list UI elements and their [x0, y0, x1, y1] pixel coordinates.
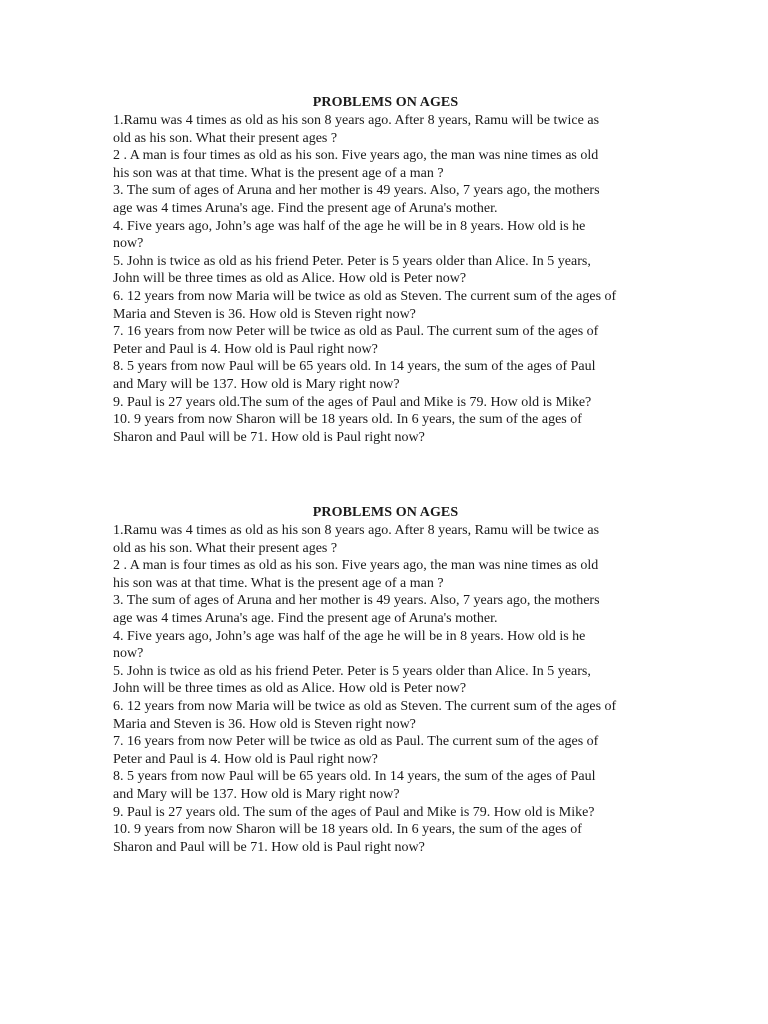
- page-title: PROBLEMS ON AGES: [312, 505, 459, 520]
- text-line: 9. Paul is 27 years old. The sum of the ages of Paul and Mike is 79. How old is Mike?: [113, 804, 595, 820]
- text-line: his son was at that time. What is the present age of a man ?: [113, 575, 444, 591]
- text-line: 2 . A man is four times as old as his son. Five years ago, the man was nine times as old: [113, 558, 599, 574]
- text-line: age was 4 times Aruna's age. Find the present age of Aruna's mother.: [113, 610, 498, 626]
- text-line: John will be three times as old as Alice. How old is Peter now?: [113, 681, 467, 697]
- text-line: old as his son. What their present ages ?: [113, 130, 338, 146]
- text-line: John will be three times as old as Alice. How old is Peter now?: [113, 271, 467, 287]
- text-line: 1.Ramu was 4 times as old as his son 8 years ago. After 8 years, Ramu will be twice as: [113, 113, 600, 128]
- problem-sheet-top: [113, 94, 658, 446]
- text-line: Peter and Paul is 4. How old is Paul right now?: [113, 751, 378, 767]
- text-line: 6. 12 years from now Maria will be twice as old as Steven. The current sum of the ages of: [113, 698, 617, 714]
- text-line: 8. 5 years from now Paul will be 65 years old. In 14 years, the sum of the ages of Paul: [113, 769, 596, 785]
- text-line: 7. 16 years from now Peter will be twice as old as Paul. The current sum of the ages of: [113, 324, 599, 340]
- text-line: 6. 12 years from now Maria will be twice as old as Steven. The current sum of the ages of: [113, 288, 617, 304]
- text-line: 2 . A man is four times as old as his son. Five years ago, the man was nine times as old: [113, 148, 599, 164]
- text-line: Sharon and Paul will be 71. How old is Paul right now?: [113, 429, 425, 445]
- text-line: 4. Five years ago, John’s age was half of the age he will be in 8 years. How old is he: [113, 628, 586, 644]
- text-line: 8. 5 years from now Paul will be 65 years old. In 14 years, the sum of the ages of Paul: [113, 359, 596, 375]
- text-line: old as his son. What their present ages ?: [113, 540, 338, 556]
- text-line: and Mary will be 137. How old is Mary right now?: [113, 786, 400, 802]
- text-line: 5. John is twice as old as his friend Peter. Peter is 5 years older than Alice. In 5 years,: [113, 663, 591, 679]
- text-line: age was 4 times Aruna's age. Find the present age of Aruna's mother.: [113, 200, 498, 216]
- text-line: Peter and Paul is 4. How old is Paul right now?: [113, 341, 378, 357]
- text-line: 7. 16 years from now Peter will be twice as old as Paul. The current sum of the ages of: [113, 734, 599, 750]
- text-line: and Mary will be 137. How old is Mary right now?: [113, 376, 400, 392]
- text-line: 4. Five years ago, John’s age was half of the age he will be in 8 years. How old is he: [113, 218, 586, 234]
- text-line: 5. John is twice as old as his friend Peter. Peter is 5 years older than Alice. In 5 years,: [113, 253, 591, 269]
- text-line: his son was at that time. What is the present age of a man ?: [113, 165, 444, 181]
- problem-sheet-bottom: [113, 504, 658, 856]
- text-line: 10. 9 years from now Sharon will be 18 years old. In 6 years, the sum of the ages of: [113, 412, 582, 428]
- text-line: 3. The sum of ages of Aruna and her mother is 49 years. Also, 7 years ago, the mothers: [113, 593, 600, 609]
- text-line: now?: [113, 646, 144, 662]
- text-line: 9. Paul is 27 years old.The sum of the ages of Paul and Mike is 79. How old is Mike?: [113, 394, 592, 410]
- text-line: now?: [113, 236, 144, 252]
- text-line: Maria and Steven is 36. How old is Steven right now?: [113, 716, 416, 732]
- text-line: 3. The sum of ages of Aruna and her mother is 49 years. Also, 7 years ago, the mothers: [113, 183, 600, 199]
- page-title: PROBLEMS ON AGES: [312, 95, 459, 110]
- text-line: 10. 9 years from now Sharon will be 18 years old. In 6 years, the sum of the ages of: [113, 822, 582, 838]
- text-line: Maria and Steven is 36. How old is Steven right now?: [113, 306, 416, 322]
- text-line: 1.Ramu was 4 times as old as his son 8 years ago. After 8 years, Ramu will be twice as: [113, 523, 600, 538]
- text-line: Sharon and Paul will be 71. How old is Paul right now?: [113, 839, 425, 855]
